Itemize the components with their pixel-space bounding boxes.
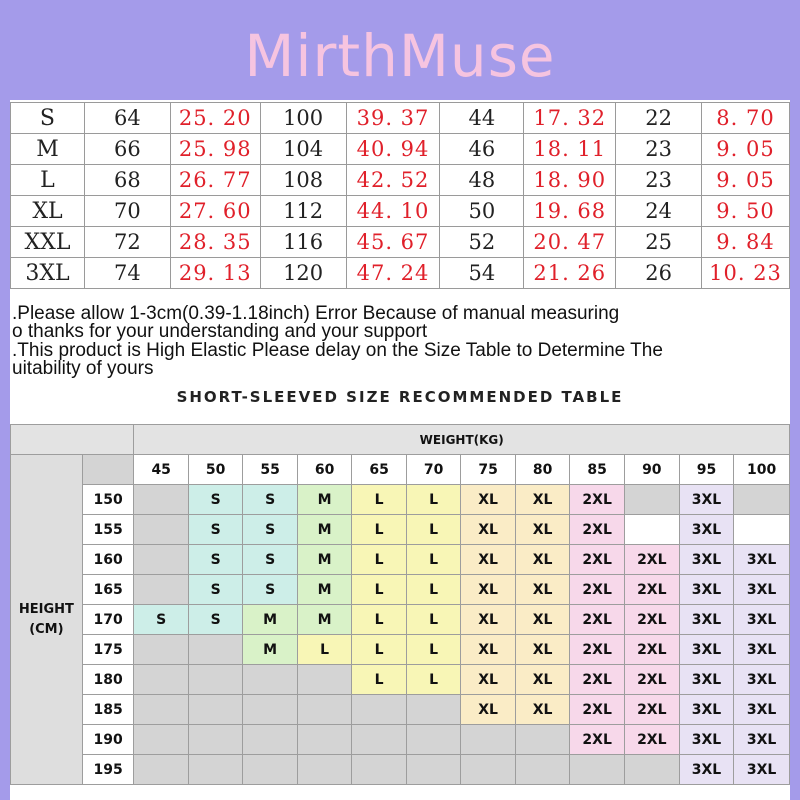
inch-value-cell: 28. 35 (170, 227, 260, 258)
inch-value-cell: 18. 90 (524, 165, 616, 196)
recommend-table-title: SHORT-SLEEVED SIZE RECOMMENDED TABLE (176, 388, 624, 406)
inch-value-cell: 9. 50 (702, 196, 790, 227)
size-recommend-cell: XL (461, 665, 516, 695)
cm-value-cell: 72 (84, 227, 170, 258)
size-recommend-cell: L (352, 635, 406, 665)
size-recommend-cell (406, 725, 460, 755)
cm-value-cell: 120 (260, 258, 346, 289)
weight-value-cell: 75 (461, 455, 516, 485)
cm-value-cell: 66 (84, 134, 170, 165)
size-recommend-cell: 2XL (570, 515, 625, 545)
size-recommend-cell: 3XL (679, 575, 734, 605)
size-label-cell: L (11, 165, 85, 196)
size-recommend-cell (134, 515, 188, 545)
recommend-row (11, 515, 790, 545)
height-value-cell: 150 (82, 485, 134, 515)
weight-value-cell: 60 (297, 455, 351, 485)
size-recommend-cell: L (352, 665, 406, 695)
inch-value-cell: 39. 37 (346, 103, 440, 134)
size-row (11, 227, 790, 258)
cm-value-cell: 112 (260, 196, 346, 227)
height-value-cell: 185 (82, 695, 134, 725)
size-recommend-cell (134, 755, 188, 785)
size-recommend-cell: 3XL (679, 725, 734, 755)
size-recommend-cell (134, 665, 188, 695)
size-recommend-cell: 2XL (624, 605, 679, 635)
recommend-row (11, 725, 790, 755)
inch-value-cell: 44. 10 (346, 196, 440, 227)
size-recommend-cell: XL (461, 545, 516, 575)
recommend-row (11, 605, 790, 635)
cm-value-cell: 108 (260, 165, 346, 196)
cm-value-cell: 70 (84, 196, 170, 227)
size-recommend-cell (134, 575, 188, 605)
size-recommend-cell: 3XL (679, 665, 734, 695)
inch-value-cell: 8. 70 (702, 103, 790, 134)
size-recommend-cell: XL (515, 635, 570, 665)
size-recommend-cell: S (188, 545, 242, 575)
size-recommend-cell: L (406, 515, 460, 545)
inch-value-cell: 45. 67 (346, 227, 440, 258)
size-recommend-cell: L (352, 575, 406, 605)
cm-value-cell: 64 (84, 103, 170, 134)
size-recommend-cell (188, 725, 242, 755)
size-recommend-cell (297, 755, 351, 785)
size-recommend-cell: XL (515, 575, 570, 605)
size-recommend-cell: XL (461, 605, 516, 635)
size-recommend-cell: 3XL (679, 755, 734, 785)
size-recommend-cell: L (297, 635, 351, 665)
size-recommend-cell: S (243, 545, 297, 575)
weight-value-cell: 80 (515, 455, 570, 485)
recommend-row (11, 545, 790, 575)
recommend-row (11, 635, 790, 665)
weight-value-cell: 70 (406, 455, 460, 485)
size-recommend-cell: L (406, 545, 460, 575)
cm-value-cell: 25 (616, 227, 702, 258)
size-row (11, 165, 790, 196)
size-recommend-cell: 2XL (624, 695, 679, 725)
size-row (11, 103, 790, 134)
size-recommend-cell: M (243, 605, 297, 635)
size-recommend-cell (188, 755, 242, 785)
size-recommend-cell: 3XL (734, 695, 790, 725)
size-recommend-cell (188, 635, 242, 665)
note-line-4: uitability of yours (12, 358, 154, 379)
inch-value-cell: 47. 24 (346, 258, 440, 289)
height-unit-label: (CM) (29, 621, 64, 637)
size-recommend-cell (624, 755, 679, 785)
recommend-grid (10, 424, 790, 800)
weight-value-cell: 95 (679, 455, 734, 485)
height-value-cell: 195 (82, 755, 134, 785)
size-recommend-cell: 2XL (570, 665, 625, 695)
size-recommend-cell: S (243, 485, 297, 515)
size-recommend-cell (734, 515, 790, 545)
size-recommend-cell (134, 695, 188, 725)
size-label-cell: XXL (11, 227, 85, 258)
size-recommend-cell: 3XL (734, 575, 790, 605)
size-recommend-cell: M (243, 635, 297, 665)
size-recommend-cell: 2XL (570, 545, 625, 575)
cm-value-cell: 23 (616, 134, 702, 165)
size-recommend-cell: 3XL (679, 515, 734, 545)
size-recommend-cell (134, 635, 188, 665)
size-recommend-cell: L (406, 665, 460, 695)
size-recommend-cell (134, 545, 188, 575)
inch-value-cell: 42. 52 (346, 165, 440, 196)
size-recommend-cell (243, 695, 297, 725)
weight-value-cell: 65 (352, 455, 406, 485)
size-recommend-cell: 2XL (624, 665, 679, 695)
size-recommend-cell (406, 755, 460, 785)
weight-value-cell: 45 (134, 455, 188, 485)
recommend-row (11, 755, 790, 785)
size-recommend-cell: S (188, 515, 242, 545)
size-label-cell: S (11, 103, 85, 134)
size-row (11, 258, 790, 289)
size-recommend-cell: 3XL (679, 605, 734, 635)
size-recommend-cell: S (243, 515, 297, 545)
size-recommend-cell: S (134, 605, 188, 635)
size-recommend-cell: L (406, 485, 460, 515)
cm-value-cell: 46 (440, 134, 524, 165)
weight-value-cell: 55 (243, 455, 297, 485)
size-recommend-cell (352, 755, 406, 785)
cm-value-cell: 104 (260, 134, 346, 165)
note-line-3: .This product is High Elastic Please delay on the Size Table to Determine The (12, 340, 663, 361)
height-value-cell: 170 (82, 605, 134, 635)
height-label: HEIGHT (18, 601, 74, 617)
size-recommend-cell (461, 755, 516, 785)
size-recommend-cell: 3XL (734, 605, 790, 635)
inch-value-cell: 21. 26 (524, 258, 616, 289)
size-recommend-cell: XL (515, 665, 570, 695)
inch-value-cell: 10. 23 (702, 258, 790, 289)
size-recommend-cell: XL (515, 515, 570, 545)
size-recommend-cell: 3XL (679, 545, 734, 575)
recommend-table (10, 424, 790, 785)
size-recommend-cell: 2XL (570, 575, 625, 605)
size-recommend-cell: M (297, 485, 351, 515)
size-recommend-cell: 3XL (734, 635, 790, 665)
size-recommend-cell (297, 695, 351, 725)
cm-value-cell: 23 (616, 165, 702, 196)
weight-value-cell: 100 (734, 455, 790, 485)
size-recommend-cell: 3XL (679, 485, 734, 515)
size-recommend-cell: 2XL (624, 725, 679, 755)
inch-value-cell: 40. 94 (346, 134, 440, 165)
size-recommend-cell (734, 485, 790, 515)
note-line-2: o thanks for your understanding and your support (12, 321, 428, 342)
size-recommend-cell: L (352, 605, 406, 635)
inch-value-cell: 20. 47 (524, 227, 616, 258)
weight-value-cell: 50 (188, 455, 242, 485)
cm-value-cell: 52 (440, 227, 524, 258)
size-label-cell: 3XL (11, 258, 85, 289)
note-line-1: .Please allow 1-3cm(0.39-1.18inch) Error Because of manual measuring (12, 303, 620, 324)
size-recommend-cell: 3XL (734, 545, 790, 575)
size-recommend-cell (134, 485, 188, 515)
cm-value-cell: 74 (84, 258, 170, 289)
recommend-row (11, 695, 790, 725)
cm-value-cell: 48 (440, 165, 524, 196)
size-recommend-cell: M (297, 605, 351, 635)
inch-value-cell: 19. 68 (524, 196, 616, 227)
recommend-row (11, 665, 790, 695)
size-recommend-cell: L (352, 545, 406, 575)
size-recommend-cell (624, 485, 679, 515)
size-recommend-cell: XL (515, 485, 570, 515)
height-value-cell: 155 (82, 515, 134, 545)
size-recommend-cell: L (352, 485, 406, 515)
inch-value-cell: 9. 05 (702, 165, 790, 196)
size-recommend-cell: 2XL (570, 725, 625, 755)
cm-value-cell: 116 (260, 227, 346, 258)
cm-value-cell: 44 (440, 103, 524, 134)
size-recommend-cell: 2XL (570, 635, 625, 665)
cm-value-cell: 100 (260, 103, 346, 134)
size-recommend-cell: M (297, 515, 351, 545)
size-recommend-cell (515, 725, 570, 755)
weight-value-cell: 85 (570, 455, 625, 485)
height-value-cell: 190 (82, 725, 134, 755)
size-recommend-cell (243, 725, 297, 755)
height-value-cell: 180 (82, 665, 134, 695)
size-row (11, 134, 790, 165)
size-recommend-cell: XL (461, 575, 516, 605)
size-recommend-cell (297, 665, 351, 695)
size-recommend-cell: 2XL (570, 695, 625, 725)
inch-value-cell: 17. 32 (524, 103, 616, 134)
size-recommend-cell: XL (461, 695, 516, 725)
height-value-cell: 175 (82, 635, 134, 665)
inch-value-cell: 25. 98 (170, 134, 260, 165)
size-recommend-cell: 3XL (679, 635, 734, 665)
size-recommend-cell: 2XL (624, 575, 679, 605)
size-recommend-cell (624, 515, 679, 545)
inch-value-cell: 25. 20 (170, 103, 260, 134)
cm-value-cell: 54 (440, 258, 524, 289)
cm-value-cell: 22 (616, 103, 702, 134)
inch-value-cell: 27. 60 (170, 196, 260, 227)
height-value-cell: 165 (82, 575, 134, 605)
size-recommend-cell: XL (515, 695, 570, 725)
size-recommend-cell: XL (461, 485, 516, 515)
size-recommend-cell: S (188, 485, 242, 515)
corner-cell (11, 425, 134, 455)
brand-title: MirthMuse (244, 22, 556, 90)
cm-value-cell: 26 (616, 258, 702, 289)
size-recommend-cell: L (406, 575, 460, 605)
recommend-row (11, 485, 790, 515)
size-recommend-cell: S (188, 605, 242, 635)
size-recommend-cell: M (297, 545, 351, 575)
size-recommend-cell (352, 695, 406, 725)
measurement-table (10, 102, 790, 289)
size-recommend-cell: XL (461, 515, 516, 545)
size-recommend-cell (461, 725, 516, 755)
size-recommend-cell: 3XL (679, 695, 734, 725)
size-label-cell: XL (11, 196, 85, 227)
weight-header: WEIGHT(KG) (134, 425, 790, 455)
size-recommend-cell (297, 725, 351, 755)
size-recommend-cell: 3XL (734, 665, 790, 695)
size-recommend-cell (352, 725, 406, 755)
size-recommend-cell: M (297, 575, 351, 605)
cm-value-cell: 68 (84, 165, 170, 196)
size-recommend-cell: L (352, 515, 406, 545)
size-recommend-cell: L (406, 635, 460, 665)
size-row (11, 196, 790, 227)
size-recommend-cell: XL (515, 545, 570, 575)
inch-value-cell: 29. 13 (170, 258, 260, 289)
size-recommend-cell: 2XL (624, 545, 679, 575)
height-value-cell: 160 (82, 545, 134, 575)
cm-value-cell: 24 (616, 196, 702, 227)
height-header (11, 455, 83, 785)
inch-value-cell: 18. 11 (524, 134, 616, 165)
size-recommend-cell: L (406, 605, 460, 635)
size-recommend-cell: 2XL (570, 605, 625, 635)
size-label-cell: M (11, 134, 85, 165)
cm-value-cell: 50 (440, 196, 524, 227)
size-recommend-cell: XL (515, 605, 570, 635)
inch-value-cell: 9. 05 (702, 134, 790, 165)
inch-value-cell: 26. 77 (170, 165, 260, 196)
size-recommend-cell: XL (461, 635, 516, 665)
size-recommend-cell (570, 755, 625, 785)
size-recommend-cell (243, 665, 297, 695)
size-recommend-cell: 2XL (570, 485, 625, 515)
size-recommend-cell (134, 725, 188, 755)
size-recommend-cell: 3XL (734, 755, 790, 785)
size-recommend-cell: S (188, 575, 242, 605)
blank-cell (82, 455, 134, 485)
inch-value-cell: 9. 84 (702, 227, 790, 258)
recommend-row (11, 575, 790, 605)
size-recommend-cell: 2XL (624, 635, 679, 665)
weight-value-cell: 90 (624, 455, 679, 485)
size-recommend-cell (515, 755, 570, 785)
size-recommend-cell (406, 695, 460, 725)
size-recommend-cell (188, 665, 242, 695)
size-recommend-cell: 3XL (734, 725, 790, 755)
size-recommend-cell (243, 755, 297, 785)
size-recommend-cell (188, 695, 242, 725)
size-recommend-cell: S (243, 575, 297, 605)
